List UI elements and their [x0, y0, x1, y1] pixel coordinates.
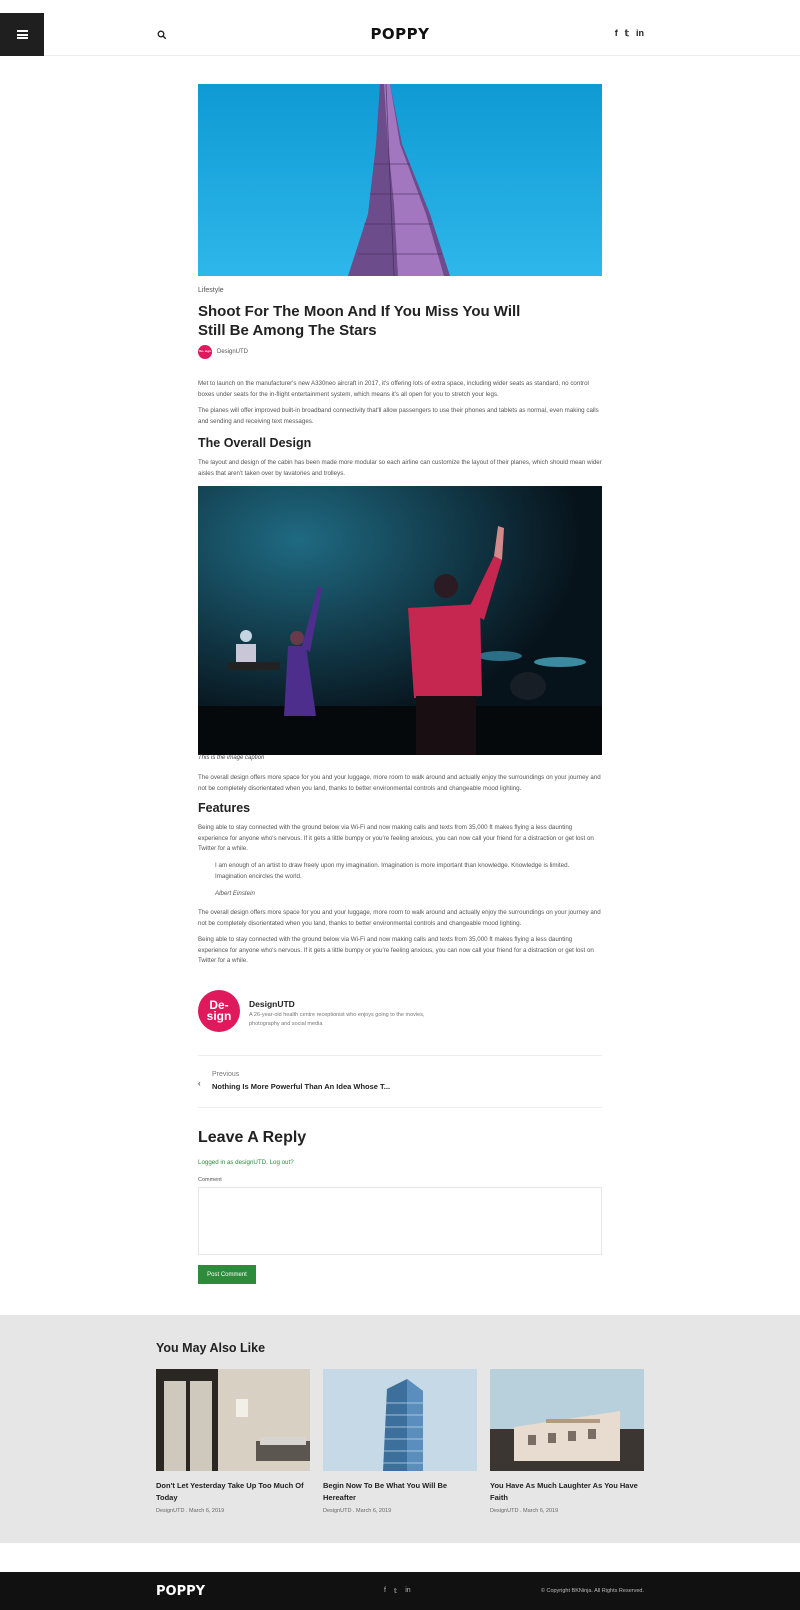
footer-logo[interactable]: POPPY: [156, 1584, 206, 1599]
previous-post-title: Nothing Is More Powerful Than An Idea Whose T...: [212, 1082, 391, 1091]
site-logo[interactable]: POPPY: [370, 25, 430, 43]
related-posts-section: [0, 1315, 800, 1543]
avatar-line: sign: [206, 1009, 232, 1023]
related-title: Begin Now To Be What You Will Be Hereafter: [323, 1481, 448, 1502]
chevron-left-icon: ‹: [198, 1079, 201, 1088]
post-comment-button[interactable]: Post Comment: [198, 1265, 256, 1284]
linkedin-icon[interactable]: in: [636, 28, 644, 38]
related-thumbnail: [323, 1369, 477, 1471]
blockquote: I am enough of an artist to draw freely upon my imagination. Imagination is more important than knowledge. Knowledge is limited. Imagination encircles the world.: [215, 862, 570, 880]
previous-post-link[interactable]: [198, 1071, 602, 1095]
site-header: [0, 0, 800, 56]
hero-image: [198, 84, 602, 276]
logout-link[interactable]: Log out?: [269, 1159, 294, 1166]
paragraph: Being able to stay connected with the ground below via Wi-Fi and now making calls and texts from 35,000 ft makes flying a less daunting experience for anyone who's nervous. If it gets a little bumpy or you're feeling anxious, you can now call your friend for a distraction or get lost on Twitter for a while.: [198, 936, 594, 964]
author-bio: A 26-year-old health centre receptionist who enjoys going to the movies, photography and social media: [249, 1012, 425, 1027]
divider: [198, 1107, 602, 1108]
related-meta: DesignUTD . March 6, 2019: [156, 1508, 225, 1514]
comment-textarea[interactable]: [198, 1187, 602, 1255]
facebook-icon[interactable]: f: [614, 28, 618, 38]
quote-citation: Albert Einstein: [215, 890, 255, 897]
related-thumbnail: [490, 1369, 644, 1471]
paragraph: The layout and design of the cabin has been made more modular so each airline can customize the layout of their planes, which should mean wider aisles that aren't taken over by lavatories and trolleys.: [198, 459, 602, 477]
divider: [198, 1055, 602, 1056]
reply-heading: Leave A Reply: [198, 1129, 307, 1146]
header-social-links: [615, 28, 644, 39]
paragraph: Being able to stay connected with the ground below via Wi-Fi and now making calls and texts from 35,000 ft makes flying a less daunting experience for anyone who's nervous. If it gets a little bumpy or you're feeling anxious, you can now call your friend for a distraction or get lost on Twitter for a while.: [198, 824, 594, 852]
twitter-icon[interactable]: 𝕥: [393, 1588, 398, 1595]
concert-image: [198, 486, 602, 755]
image-caption: This is the image caption: [198, 755, 265, 761]
comment-label: Comment: [198, 1177, 222, 1183]
paragraph: Met to launch on the manufacturer's new A330neo aircraft in 2017, it's offering lots of extra space, including wider seats as standard, no control boxes under seats for the in-flight entertainment system, which means it's all open for you to stretch your legs.: [198, 380, 589, 398]
copyright-text: © Copyright BKNinja. All Rights Reserved.: [540, 1588, 644, 1594]
post-author[interactable]: [198, 345, 248, 359]
related-card[interactable]: [490, 1369, 644, 1514]
related-heading: You May Also Like: [156, 1341, 266, 1355]
avatar: De- sign: [198, 345, 212, 359]
author-name: DesignUTD: [217, 349, 249, 355]
related-meta: DesignUTD . March 6, 2019: [490, 1508, 559, 1514]
paragraph: The overall design offers more space for you and your luggage, more room to walk around and actually enjoy the surroundings on your journey and not be completely disorientated when you land, thanks to better environmental controls and changeable mood lighting.: [198, 774, 601, 792]
linkedin-icon[interactable]: in: [405, 1587, 411, 1594]
footer-social-links: [384, 1587, 411, 1595]
related-thumbnail: [156, 1369, 310, 1471]
post-category[interactable]: Lifestyle: [198, 287, 224, 294]
paragraph: The overall design offers more space for you and your luggage, more room to walk around and actually enjoy the surroundings on your journey and not be completely disorientated when you land, thanks to better environmental controls and changeable mood lighting.: [198, 909, 601, 927]
logged-in-notice: [198, 1159, 294, 1166]
paragraph: The planes will offer improved built-in broadband connectivity that'll allow passengers to use their phones and tablets as normal, even making calls and sending and receiving text messages.: [198, 407, 599, 425]
twitter-icon[interactable]: 𝕥: [624, 28, 629, 38]
site-footer: [0, 1572, 800, 1610]
related-title: Don't Let Yesterday Take Up Too Much Of Today: [156, 1481, 304, 1502]
author-box-name[interactable]: DesignUTD: [249, 999, 295, 1009]
related-title: You Have As Much Laughter As You Have Faith: [490, 1481, 638, 1502]
related-meta: DesignUTD . March 6, 2019: [323, 1508, 392, 1514]
author-avatar[interactable]: [198, 990, 240, 1032]
logged-in-link[interactable]: Logged in as designUTD.: [198, 1159, 268, 1166]
facebook-icon[interactable]: f: [384, 1587, 386, 1594]
related-card[interactable]: [323, 1369, 477, 1514]
avatar-line: De-: [209, 998, 229, 1012]
post-title: Shoot For The Moon And If You Miss You Will Still Be Among The Stars: [198, 303, 521, 339]
section-heading: Features: [198, 801, 251, 815]
related-card[interactable]: [156, 1369, 310, 1514]
section-heading: The Overall Design: [198, 436, 312, 450]
previous-label: Previous: [212, 1071, 240, 1078]
